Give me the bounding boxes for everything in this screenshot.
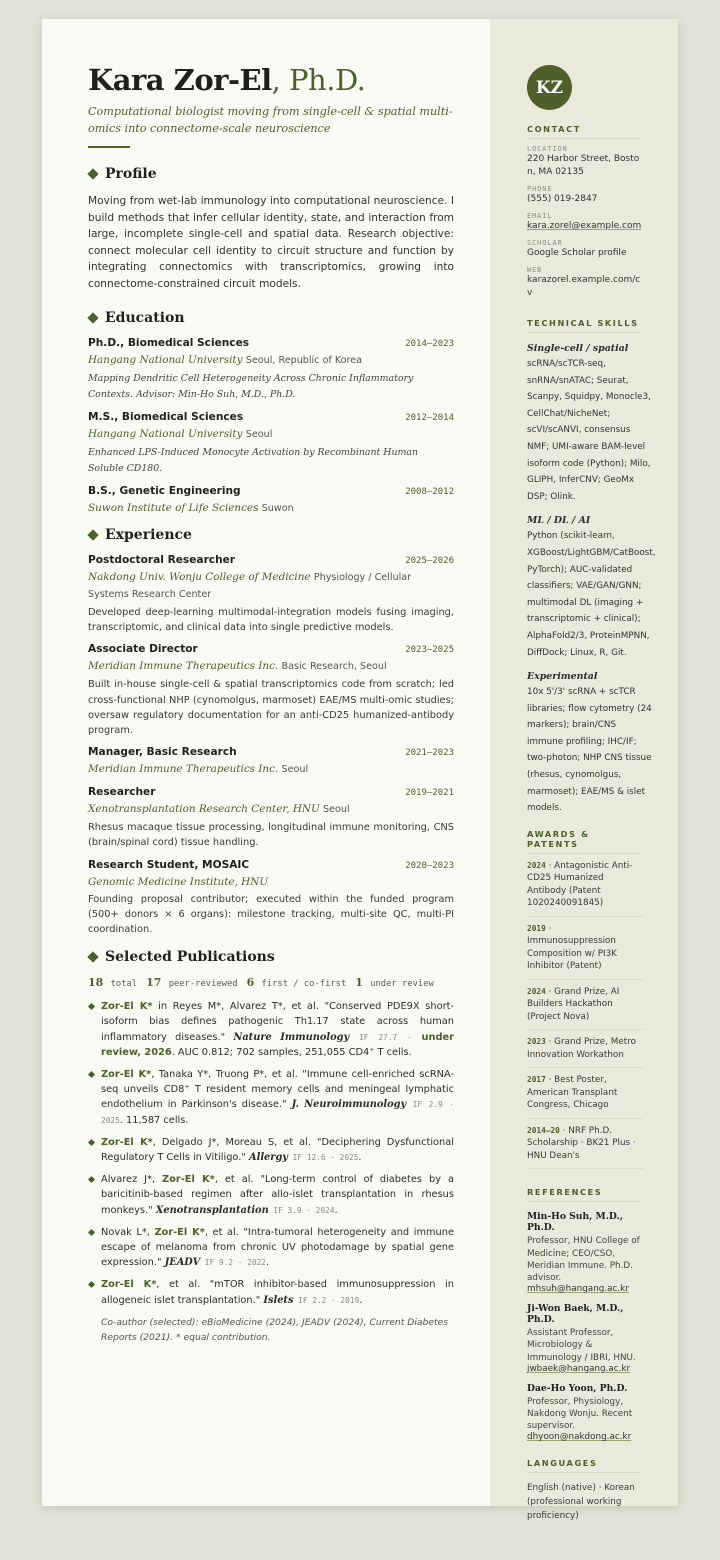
section-heading-experience: Experience [88,527,490,543]
diamond-bullet-icon [88,1229,95,1236]
tagline: Computational biologist moving from single-cell & spatial multi-omics into connectome-scale neuroscience [88,105,453,135]
skill-group-heading: Single-cell / spatial [527,343,629,354]
pub-impact-year: IF 3.9 · 2024 [268,1205,335,1215]
award-item [527,1119,643,1170]
award-item [527,917,643,980]
organization [88,874,454,890]
entry-header-row [88,859,454,871]
section-heading-education: Education [88,310,490,326]
entry-dates: 2014–2023 [405,339,454,349]
thesis-title: Mapping Dendritic Cell Heterogeneity Across Chronic Inflammatory Contexts. Advisor: Min-Ho Suh, M.D., Ph.D. [88,373,414,400]
contact-value-location: 220 Harbor Street, Boston, MA 02135 [527,154,640,177]
pub-coauthors-before: Novak L*, [101,1226,155,1238]
award-text: · Best Poster, American Transplant Congress, Chicago [527,1075,618,1111]
job-title: Postdoctoral Researcher [88,554,236,566]
pub-citation: in Reyes M*, Alvarez T*, et al. "Conserved PDE9X short-isoform bias defines pathogenic Th1.17 state across human inflammatory diseases." [101,1001,454,1043]
pub-citation: , Delgado J*, Moreau S, et al. "Deciphering Dysfunctional Regulatory T Cells in Vitiligo." [101,1136,454,1164]
pub-journal: J. Neuroimmunology [291,1099,407,1111]
pub-tail: . [334,1204,338,1216]
award-item [527,854,643,917]
institution-location: Seoul [245,429,273,440]
pub-impact-year: IF 27.7 · [349,1032,422,1042]
award-text: · Grand Prize, AI Builders Hackathon (Project Nova) [527,986,620,1022]
award-text: · NRF Ph.D. Scholarship · BK21 Plus · HNU Dean's [527,1125,636,1161]
publication-item [88,1172,454,1218]
organization-name: Genomic Medicine Institute, HNU [88,875,269,888]
skill-group-items: Python (scikit-learn, XGBoost/LightGBM/CatBoost, PyTorch); AUC-validated classifiers; VAE/GAN/GNN; multimodal DL (imaging + transcriptomic + clinical); AlphaFold2/3, ProteinMPNN, DiffDock; Linux, R, Git. [527,531,656,658]
education-entry [88,411,454,477]
reference-name: Dae-Ho Yoon, Ph.D. [527,1382,628,1394]
award-year: 2019 [527,923,546,933]
organization [88,761,454,778]
entry-header-row [88,643,454,655]
sidebar [490,19,678,1522]
organization-location: Seoul [281,764,309,776]
diamond-icon [87,529,98,540]
diamond-bullet-icon [88,1176,95,1183]
experience-entry [88,746,454,778]
award-item [527,980,643,1031]
pub-tail: . [359,1294,363,1306]
institution-location: Suwon [261,503,294,514]
pub-journal: Allergy [249,1152,288,1164]
organization [88,569,454,603]
diamond-bullet-icon [88,1281,95,1288]
pub-tail: . [265,1257,270,1269]
diamond-bullet-icon [88,1071,95,1078]
publication-item [88,1067,454,1128]
contact-label: WEB [527,266,543,274]
stat-item [146,976,238,990]
award-year: 2017 [527,1075,546,1085]
contact-label: EMAIL [527,212,553,220]
contact-list [527,145,678,300]
experience-entry [88,643,454,738]
reference-email[interactable]: jwbaek@hangang.ac.kr [527,1363,631,1374]
education-entry [88,485,454,517]
stat-item [355,976,434,990]
name-text: Kara Zor-El [88,63,272,97]
pub-impact-year: IF 2.2 · 2019 [293,1295,360,1305]
languages-heading: LANGUAGES [527,1458,641,1473]
degree-title: B.S., Genetic Engineering [88,485,241,497]
candidate-name [88,63,490,97]
pub-citation: , et al. "mTOR inhibitor-based immunosuppression in allogeneic islet transplantation." [101,1279,454,1306]
organization-location: Seoul [323,804,350,816]
entry-dates: 2019–2021 [405,788,454,799]
entry-dates: 2023–2025 [405,645,454,656]
stat-number: 18 [88,976,104,990]
experience-entry [88,554,454,635]
stat-number: 1 [355,976,363,990]
stat-label: total [110,979,138,990]
pub-coauthors-before: Alvarez J*, [101,1174,163,1186]
pub-self-author: Zor-El K* [162,1174,215,1186]
pub-journal: Nature Immunology [233,1031,350,1043]
reference-description: Assistant Professor, Microbiology & Immunology / IBRI, HNU. [527,1328,636,1363]
contact-label: PHONE [527,185,553,193]
pub-impact-year: IF 2.9 · 2025 [101,1100,454,1125]
pub-self-author: Zor-El K* [101,1069,152,1081]
pub-self-author: Zor-El K* [154,1226,205,1238]
diamond-icon [87,952,98,963]
pub-citation: , Tanaka Y*, Truong P*, et al. "Immune cell-enriched scRNA-seq unveils CD8⁺ T resident memory cells and meningeal lymphatic endothelium in Parkinson's disease." [101,1069,454,1111]
publication-item [88,1225,454,1271]
contact-value-phone: (555) 019-2847 [527,194,598,204]
skills-list [527,343,678,817]
entry-header-row [88,485,454,497]
pub-tail: . [358,1152,362,1164]
entry-header-row [88,411,454,423]
degree-title: M.S., Biomedical Sciences [88,411,244,423]
reference-description: Professor, Physiology, Nakdong Wonju. Recent supervisor. [527,1396,633,1432]
skill-group-heading: ML / DL / AI [527,515,591,527]
skill-group-heading: Experimental [527,671,598,683]
award-year: 2024 [527,986,546,996]
skills-heading: TECHNICAL SKILLS [527,318,641,333]
diamond-icon [87,312,98,323]
institution-name: Suwon Institute of Life Sciences [88,502,259,514]
awards-list [527,854,678,1170]
education-list [88,337,490,517]
contact-heading: CONTACT [527,124,641,139]
job-description: Built in-house single-cell & spatial transcriptomics code from scratch; led cross-functional NHP (cynomolgus, marmoset) EAE/MS multi-omic studies; oversaw regulatory documentation for an anti-CD25 humanized-antibody program. [88,679,454,737]
pub-self-author: Zor-El K* [101,1279,157,1291]
award-item [527,1068,643,1119]
institution [88,352,454,369]
stat-number: 6 [246,976,255,990]
award-item [527,1030,643,1068]
job-title: Manager, Basic Research [88,746,237,759]
award-text: · Antagonistic Anti-CD25 Humanized Antibody (Patent 1020240091845) [527,860,633,909]
award-text: · Immunosuppression Composition w/ PI3K Inhibitor (Patent) [527,923,617,972]
pub-journal: Islets [263,1294,294,1306]
experience-entry [88,859,454,938]
pub-impact-year: IF 9.2 · 2022 [200,1258,266,1268]
section-heading-publications: Selected Publications [88,949,490,965]
contact-label: SCHOLAR [527,239,563,247]
reference-item [527,1303,643,1374]
entry-dates: 2020–2023 [405,860,454,871]
publication-stats [88,976,490,989]
reference-item [527,1383,643,1443]
institution-name: Hangang National University [88,354,243,366]
organization-location: Physiology / Cellular Systems Research Center [88,572,412,600]
skill-group-items: 10x 5'/3' scRNA + scTCR libraries; flow cytometry (24 markers); brain/CNS immune profiling; IHC/IF; two-photon; NHP CNS tissue (rhesus, cynomolgus, marmoset); EAE/MS & islet models. [527,687,652,814]
institution-name: Hangang National University [88,428,243,440]
entry-dates: 2012–2014 [405,413,454,423]
references-list [527,1211,678,1442]
stat-number: 17 [146,976,162,990]
experience-list [88,554,490,937]
reference-name: Min-Ho Suh, M.D., Ph.D. [527,1211,623,1234]
job-description: Developed deep-learning multimodal-integration models fusing imaging, transcriptomic, and clinical data into single predictive models. [88,607,454,634]
contact-label: LOCATION [527,145,568,153]
pub-citation: , et al. "Intra-tumoral heterogeneity and immune escape of melanoma from chronic UV photodamage by spatial gene expression." [101,1226,454,1269]
profile-text: Moving from wet-lab immunology into computational neuroscience. I build methods that infer cellular identity, state, and interaction from large, incomplete single-cell and spatial data. Research objective: connect molecular cell identity to circuit structure and function by integrating connectomics with transcriptomics, growing into connectome-constrained circuit models. [88,195,454,290]
name-suffix: , Ph.D. [271,63,366,97]
organization-name: Meridian Immune Therapeutics Inc. [88,660,279,673]
pub-citation: , et al. "Long-term control of diabetes by a baricitinib-based regimen after allo-islet transplantation in rhesus monkeys." [101,1174,454,1216]
award-year: 2023 [527,1037,546,1047]
avatar: KZ [527,65,572,110]
organization-location: Basic Research, Seoul [281,661,387,673]
pub-tail: . 11,587 cells. [119,1114,189,1126]
institution [88,500,454,517]
references-heading: REFERENCES [527,1187,641,1202]
entry-dates: 2008–2012 [405,487,454,497]
awards-heading: AWARDS & PATENTS [527,829,641,854]
organization-name: Meridian Immune Therapeutics Inc. [88,763,279,776]
main-column [42,19,490,1506]
job-title: Research Student, MOSAIC [88,858,250,871]
diamond-icon [87,168,98,179]
pub-impact-year: IF 12.6 · 2025 [287,1153,359,1163]
pub-self-author: Zor-El K* [101,1001,153,1013]
skill-group-items: scRNA/scTCR-seq, snRNA/snATAC; Seurat, Scanpy, Squidpy, Monocle3, CellChat/NicheNet; scVI/scANVI, consensus NMF; UMI-aware BAM-level isoform code (Python); Milo, GLIPH, InferCNV; GeoMx DSP; Olink. [527,359,651,502]
degree-title: Ph.D., Biomedical Sciences [88,337,250,349]
title-rule [88,146,130,148]
entry-dates: 2021–2023 [405,748,454,759]
organization-name: Nakdong Univ. Wonju College of Medicine [88,571,311,583]
award-text: · Grand Prize, Metro Innovation Workathon [527,1037,637,1060]
entry-dates: 2025–2026 [405,556,454,566]
pub-journal: Xenotransplantation [155,1204,269,1216]
entry-header-row [88,337,454,349]
pub-status: under review, 2026 [101,1031,454,1058]
section-heading-profile: Profile [88,166,490,182]
publication-item [88,1277,454,1307]
experience-entry [88,786,454,850]
entry-header-row [88,746,454,758]
reference-description: Professor, HNU College of Medicine; CEO/CSO, Meridian Immune. Ph.D. advisor. [527,1236,640,1283]
stat-label: under review [370,979,434,990]
reference-name: Ji-Won Baek, M.D., Ph.D. [527,1303,624,1326]
contact-value-email[interactable]: kara.zorel@example.com [527,221,642,231]
job-title: Researcher [88,786,156,799]
reference-email[interactable]: mhsuh@hangang.ac.kr [527,1284,629,1295]
stat-label: first / co-first [261,979,347,990]
diamond-bullet-icon [88,1003,95,1010]
award-year: 2024 [527,860,546,870]
entry-header-row [88,786,454,798]
stat-label: peer-reviewed [168,979,238,990]
institution [88,426,454,443]
entry-header-row [88,554,454,566]
institution-location: Seoul, Republic of Korea [245,355,363,366]
pub-tail: . AUC 0.812; 702 samples, 251,055 CD4⁺ T cells. [171,1046,412,1058]
contact-value-web: karazorel.example.com/cv [527,275,641,298]
pub-journal: JEADV [164,1257,201,1269]
resume-page [42,19,678,1522]
stat-item [88,976,138,990]
reference-item [527,1211,643,1294]
organization [88,658,454,675]
education-entry [88,337,454,403]
contact-value-scholar: Google Scholar profile [527,248,627,258]
languages-text: English (native) · Korean (professional working proficiency) [527,1483,635,1522]
coauthor-note: Co-author (selected): eBioMedicine (2024), JEADV (2024), Current Diabetes Reports (2021). * equal contribution. [101,1316,449,1343]
reference-email[interactable]: dhyoon@nakdong.ac.kr [527,1432,632,1443]
stat-item [246,976,347,990]
publication-item [88,999,454,1060]
pub-self-author: Zor-El K* [101,1136,153,1148]
job-description: Rhesus macaque tissue processing, longitudinal immune monitoring, CNS (brain/spinal cord) tissue handling. [88,822,454,849]
award-year: 2014–20 [527,1125,560,1135]
diamond-bullet-icon [88,1139,95,1146]
organization-name: Xenotransplantation Research Center, HNU [88,803,320,816]
job-description: Founding proposal contributor; executed within the funded program (500+ donors × 6 organs): milestone tracking, multi-site QC, multi-PI coordination. [88,893,454,936]
thesis-title: Enhanced LPS-Induced Monocyte Activation by Recombinant Human Soluble CD180. [88,447,419,474]
job-title: Associate Director [88,643,198,656]
publication-item [88,1135,454,1165]
organization [88,801,454,818]
publication-list [88,999,490,1308]
